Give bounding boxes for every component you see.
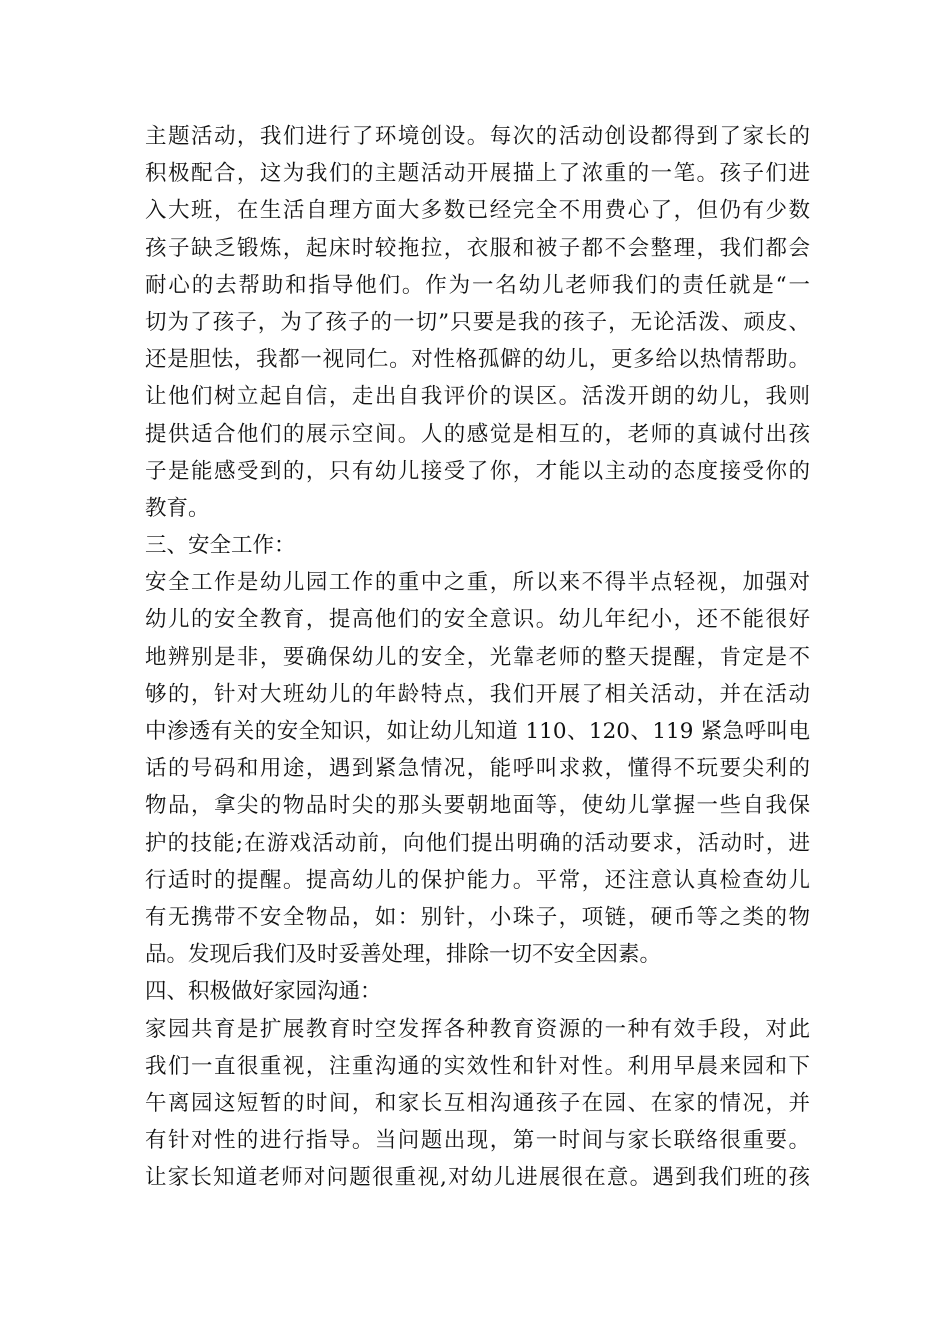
text-line: 积极配合，这为我们的主题活动开展描上了浓重的一笔。孩子们进 [145, 161, 810, 187]
text-line: 够的，针对大班幼儿的年龄特点，我们开展了相关活动，并在活动 [145, 681, 810, 707]
section-heading: 四、积极做好家园沟通： [145, 979, 382, 1005]
text-line: 家园共育是扩展教育时空发挥各种教育资源的一种有效手段，对此 [145, 1016, 810, 1042]
text-line: 切为了孩子，为了孩子的一切”只要是我的孩子，无论活泼、顽皮、 [145, 309, 810, 335]
text-line: 子是能感受到的，只有幼儿接受了你，才能以主动的态度接受你的 [145, 458, 810, 484]
text-line: 入大班，在生活自理方面大多数已经完全不用费心了，但仍有少数 [145, 198, 810, 224]
text-line: 主题活动，我们进行了环境创设。每次的活动创设都得到了家长的 [145, 124, 810, 149]
text-line: 孩子缺乏锻炼，起床时较拖拉，衣服和被子都不会整理，我们都会 [145, 235, 810, 261]
text-line: 幼儿的安全教育，提高他们的安全意识。幼儿年纪小，还不能很好 [145, 607, 810, 633]
text-line: 有无携带不安全物品，如：别针，小珠子，项链，硬币等之类的物 [145, 904, 810, 930]
text-line: 话的号码和用途，遇到紧急情况，能呼叫求救，懂得不玩要尖利的 [145, 756, 810, 782]
section-heading: 三、安全工作： [145, 533, 296, 559]
text-line: 教育。 [145, 495, 210, 521]
text-line: 耐心的去帮助和指导他们。作为一名幼儿老师我们的责任就是“一 [145, 272, 810, 298]
text-line: 让家长知道老师对问题很重视,对幼儿进展很在意。遇到我们班的孩 [145, 1165, 810, 1191]
text-line: 物品，拿尖的物品时尖的那头要朝地面等，使幼儿掌握一些自我保 [145, 793, 810, 819]
text-line: 提供适合他们的展示空间。人的感觉是相互的，老师的真诚付出孩 [145, 421, 810, 447]
text-line: 护的技能;在游戏活动前，向他们提出明确的活动要求，活动时，进 [145, 830, 810, 856]
text-line: 品。发现后我们及时妥善处理，排除一切不安全因素。 [145, 942, 662, 968]
text-line: 让他们树立起自信，走出自我评价的误区。活泼开朗的幼儿，我则 [145, 384, 810, 410]
text-line: 有针对性的进行指导。当问题出现，第一时间与家长联络很重要。 [145, 1128, 810, 1154]
text-line: 行适时的提醒。提高幼儿的保护能力。平常，还注意认真检查幼儿 [145, 867, 810, 893]
text-line: 安全工作是幼儿园工作的重中之重，所以来不得半点轻视，加强对 [145, 570, 810, 596]
text-line: 午离园这短暂的时间，和家长互相沟通孩子在园、在家的情况，并 [145, 1090, 810, 1116]
document-body [145, 118, 810, 1196]
text-line: 地辨别是非，要确保幼儿的安全，光靠老师的整天提醒，肯定是不 [145, 644, 810, 670]
text-line: 中渗透有关的安全知识，如让幼儿知道 110、120、119 紧急呼叫电 [145, 719, 810, 744]
text-line: 还是胆怯，我都一视同仁。对性格孤僻的幼儿，更多给以热情帮助。 [145, 347, 810, 373]
text-line: 我们一直很重视，注重沟通的实效性和针对性。利用早晨来园和下 [145, 1053, 810, 1079]
